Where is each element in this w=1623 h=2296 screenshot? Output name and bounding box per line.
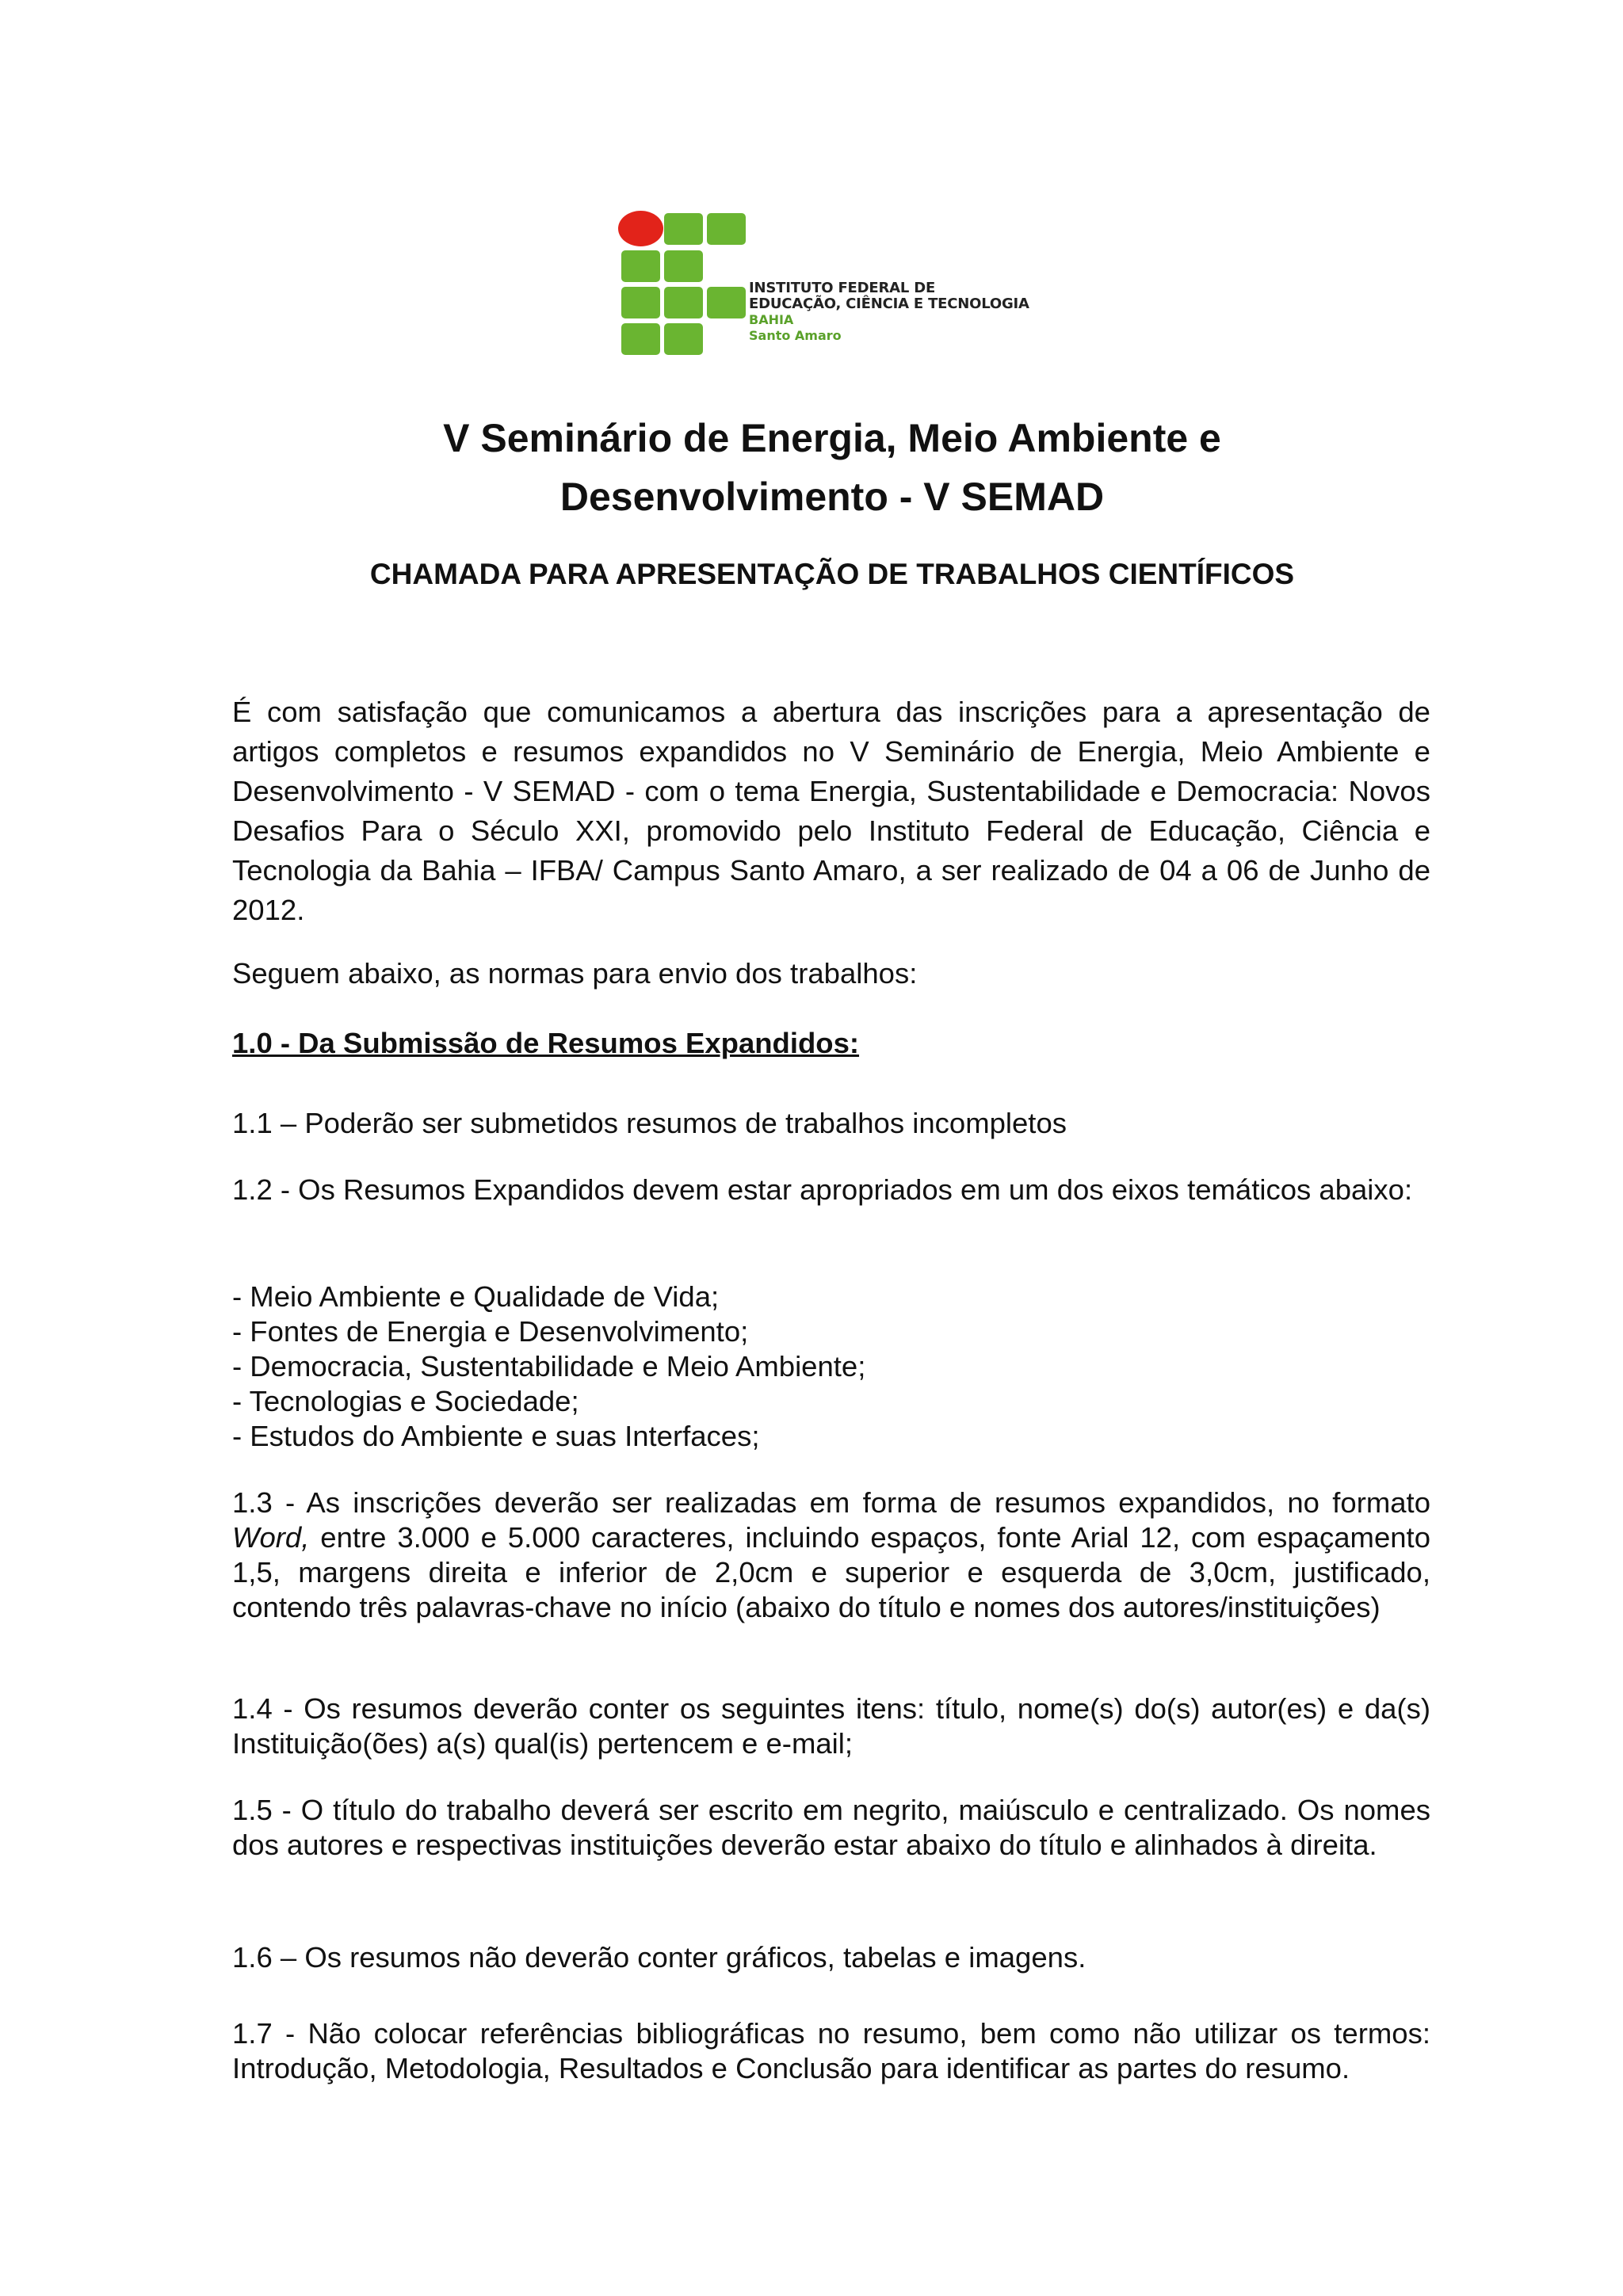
list-item: - Estudos do Ambiente e suas Interfaces; (232, 1420, 760, 1452)
intro-paragraph: É com satisfação que comunicamos a abertura das inscrições para a apresentação de artigos completos e resumos expandidos no V Seminário de Energia, Meio Ambiente e Desenvolvimento - V SEMAD - com o tema Energia, Sustentabilidade e Democracia: Novos Desafios Para o Século XXI, promovido pelo Instituto Federal de Educação, Ciência e Tecnologia da Bahia – IFBA/ Campus Santo Amaro, a ser realizado de 04 a 06 de Junho de 2012. (232, 696, 1430, 926)
item-1-5: 1.5 - O título do trabalho deverá ser escrito em negrito, maiúsculo e centralizado. Os nomes dos autores e respectivas instituições deverão estar abaixo do título e alinhados à direita. (232, 1794, 1430, 1861)
logo-square (621, 323, 660, 355)
item-1-3 (232, 1486, 1430, 1625)
document-title (238, 409, 1426, 526)
item-1-2: 1.2 - Os Resumos Expandidos devem estar apropriados em um dos eixos temáticos abaixo: (232, 1173, 1413, 1206)
title-line-1: V Seminário de Energia, Meio Ambiente e (443, 416, 1221, 460)
themes-list (232, 1280, 865, 1454)
list-item: - Democracia, Sustentabilidade e Meio Ambiente; (232, 1350, 866, 1383)
logo-line-3: BAHIA (749, 312, 794, 327)
item-1-7: 1.7 - Não colocar referências bibliográficas no resumo, bem como não utilizar os termos: Introdução, Metodologia, Resultados e Conclusão para identificar as partes do resumo. (232, 2017, 1430, 2084)
title-line-2: Desenvolvimento - V SEMAD (559, 475, 1105, 519)
item-1-4: 1.4 - Os resumos deverão conter os seguintes itens: título, nome(s) do(s) autor(es) e da(s) Instituição(ões) a(s) qual(is) pertencem e e-mail; (232, 1692, 1430, 1760)
section-heading: 1.0 - Da Submissão de Resumos Expandidos: (232, 1027, 860, 1059)
list-item: - Tecnologias e Sociedade; (232, 1385, 579, 1417)
list-item: - Fontes de Energia e Desenvolvimento; (232, 1315, 749, 1348)
logo-square (664, 250, 703, 282)
logo-line-2: EDUCAÇÃO, CIÊNCIA E TECNOLOGIA (749, 296, 1029, 312)
logo-square (621, 250, 660, 282)
logo-square (621, 287, 660, 318)
item-1-3-word: Word, (232, 1521, 310, 1554)
logo-square (707, 213, 746, 245)
logo-line-4: Santo Amaro (749, 328, 842, 343)
logo-square (707, 287, 746, 318)
item-1-3-text-a: 1.3 - As inscrições deverão ser realizadas em forma de resumos expandidos, no formato (232, 1486, 1430, 1519)
logo-line-1: INSTITUTO FEDERAL DE (749, 280, 936, 296)
logo-square (664, 213, 703, 245)
norms-intro: Seguem abaixo, as normas para envio dos trabalhos: (232, 957, 918, 990)
logo-square (664, 323, 703, 355)
list-item: - Meio Ambiente e Qualidade de Vida; (232, 1280, 720, 1313)
item-1-6: 1.6 – Os resumos não deverão conter gráficos, tabelas e imagens. (232, 1941, 1086, 1974)
document-subtitle: CHAMADA PARA APRESENTAÇÃO DE TRABALHOS CIENTÍFICOS (369, 558, 1295, 590)
logo-red-dot (618, 211, 663, 246)
institution-logo (618, 211, 1062, 361)
logo-square (664, 287, 703, 318)
item-1-1: 1.1 – Poderão ser submetidos resumos de trabalhos incompletos (232, 1107, 1067, 1139)
item-1-3-text-b: entre 3.000 e 5.000 caracteres, incluindo espaços, fonte Arial 12, com espaçamento 1,5, margens direita e inferior de 2,0cm e superior e esquerda de 3,0cm, justificado, contendo três palavras-chave no início (abaixo do título e nomes dos autores/instituições) (232, 1521, 1430, 1623)
logo-text (749, 280, 1029, 344)
